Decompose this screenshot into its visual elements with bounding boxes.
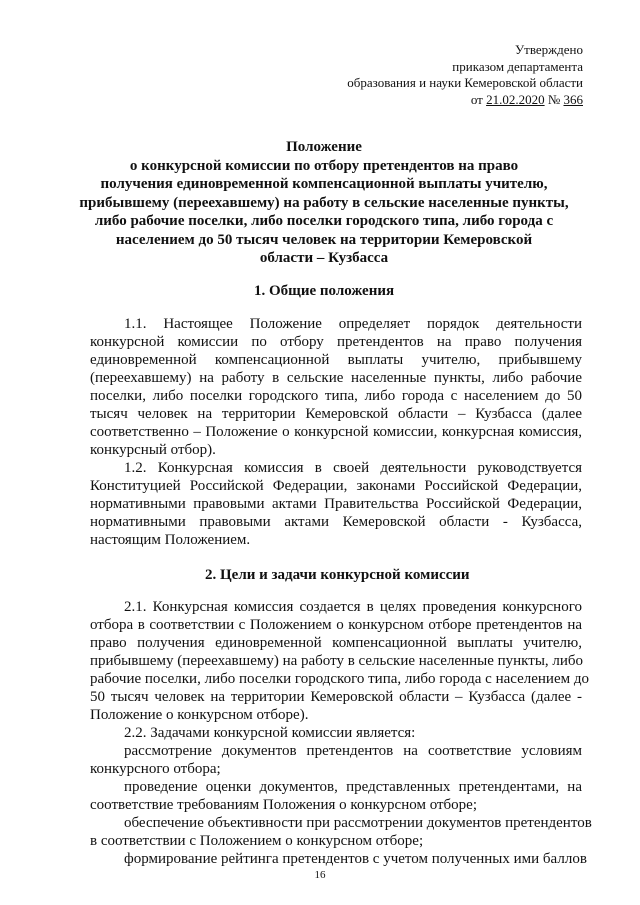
approval-date: 21.02.2020	[486, 91, 545, 107]
title-line: о конкурсной комиссии по отбору претендентов на право	[129, 157, 519, 174]
paragraph-line: 2.1. Конкурсная комиссия создается в целях проведения конкурсного	[124, 599, 582, 615]
title-line: прибывшему (переехавшему) на работу в сельские населенные пункты,	[79, 194, 569, 211]
approval-line: образования и науки Кемеровской области	[347, 75, 583, 90]
paragraph-line: соответственно – Положение о конкурсной комиссии, конкурсная комиссия,	[90, 424, 582, 440]
paragraph-line: нормативными правовыми актами Правительства Российской Федерации,	[90, 496, 582, 512]
list-item-line: обеспечение объективности при рассмотрении документов претендентов	[124, 815, 592, 831]
paragraph-line: Положение о конкурсном отборе).	[90, 707, 309, 723]
paragraph-line: 1.1. Настоящее Положение определяет порядок деятельности	[124, 316, 582, 332]
title-line: либо рабочие поселки, либо поселки городского типа, либо города с	[94, 213, 554, 229]
paragraph-line: нормативными правовыми актами Кемеровской области - Кузбасса,	[90, 514, 582, 530]
paragraph-line: право получения единовременной компенсационной выплаты учителю,	[90, 635, 582, 651]
title-line: получения единовременной компенсационной выплаты учителю,	[100, 176, 548, 192]
approval-order-line	[243, 92, 583, 109]
approval-prefix: от	[470, 91, 487, 107]
paragraph-line: Конституцией Российской Федерации, законами Российской Федерации,	[90, 478, 582, 494]
list-item-line: рассмотрение документов претендентов на соответствие условиям	[124, 743, 582, 759]
page-number: 16	[314, 869, 326, 881]
paragraph-line: 1.2. Конкурсная комиссия в своей деятельности руководствуется	[124, 460, 582, 476]
paragraph-line: рабочие поселки, либо поселки городского типа, либо города с населением до	[90, 671, 589, 687]
title-line: населением до 50 тысяч человек на территории Кемеровской	[115, 231, 533, 248]
paragraph-line: настоящим Положением.	[90, 532, 251, 548]
title-line: области – Кузбасса	[259, 250, 389, 266]
section-2-heading: 2. Цели и задачи конкурсной комиссии	[205, 567, 470, 583]
approval-number-label: №	[544, 91, 564, 107]
approval-line: приказом департамента	[452, 58, 583, 74]
paragraph-line: поселки, либо поселки городского типа, либо города с населением до 50	[90, 388, 582, 404]
section-1-heading: 1. Общие положения	[254, 283, 395, 299]
title-line: Положение	[286, 139, 362, 155]
approval-number: 366	[563, 91, 583, 107]
list-item-line: формирование рейтинга претендентов с учетом полученных ими баллов	[124, 851, 587, 867]
paragraph-line: тысяч человек на территории Кемеровской области – Кузбасса (далее	[90, 406, 582, 422]
list-item-line: в соответствии с Положением о конкурсном отборе;	[90, 833, 424, 849]
document-title	[76, 138, 572, 268]
approval-stamp	[243, 42, 583, 108]
paragraph-line: прибывшему (переехавшему) на работу в сельские населенные пункты, либо	[90, 653, 584, 669]
paragraph-line: отбора в соответствии с Положением о конкурсном отборе претендентов на	[90, 617, 582, 633]
list-item-line: соответствие требованиям Положения о конкурсном отборе;	[90, 797, 478, 813]
list-item-line: проведение оценки документов, представленных претендентами, на	[124, 779, 582, 795]
paragraph-line: 2.2. Задачами конкурсной комиссии является:	[124, 725, 416, 741]
approval-line: Утверждено	[514, 42, 583, 57]
paragraph-line: конкурсной комиссии по отбору претендентов на право получения	[90, 334, 582, 350]
paragraph-line: (переехавшему) на работу в сельские населенные пункты, либо рабочие	[90, 370, 582, 386]
paragraph-line: конкурсный отбор).	[90, 442, 216, 458]
paragraph-line: 50 тысяч человек на территории Кемеровской области – Кузбасса (далее -	[90, 689, 582, 705]
list-item-line: конкурсного отбора;	[90, 761, 221, 777]
paragraph-line: единовременной компенсационной выплаты учителю, прибывшему	[90, 352, 582, 368]
